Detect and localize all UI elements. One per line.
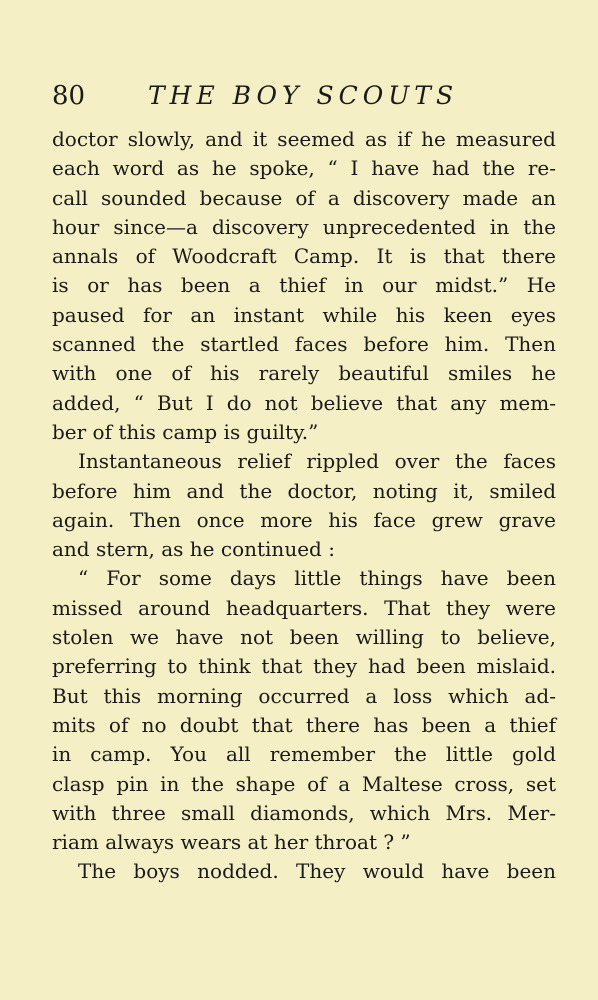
text-line: call sounded because of a discovery made an <box>52 185 556 210</box>
text-line: But this morning occurred a loss which ad- <box>52 683 556 708</box>
text-line: annals of Woodcraft Camp. It is that there <box>52 244 556 269</box>
text-line: riam always wears at her throat ? ” <box>52 830 411 855</box>
text-line: clasp pin in the shape of a Maltese cross, set <box>52 771 556 796</box>
page-header <box>52 78 552 114</box>
text-line: is or has been a thief in our midst.” He <box>52 273 556 298</box>
text-line: and stern, as he continued : <box>52 537 335 562</box>
text-line: in camp. You all remember the little gold <box>52 742 556 767</box>
text-line: ber of this camp is guilty.” <box>52 419 319 444</box>
paragraph-start-line: “ For some days little things have been <box>78 566 556 591</box>
text-line: with one of his rarely beautiful smiles he <box>52 361 556 386</box>
text-line: preferring to think that they had been mislaid. <box>52 654 556 679</box>
text-line: added, “ But I do not believe that any mem- <box>52 390 556 415</box>
text-line: hour since—a discovery unprecedented in the <box>52 214 556 239</box>
text-line: before him and the doctor, noting it, smiled <box>52 478 556 503</box>
paragraph-start-line: Instantaneous relief rippled over the faces <box>78 449 556 474</box>
text-line: each word as he spoke, “ I have had the re- <box>52 156 556 181</box>
text-line: paused for an instant while his keen eyes <box>52 302 556 327</box>
page-number: 80 <box>52 81 86 111</box>
body-text <box>52 125 556 887</box>
running-head: THE BOY SCOUTS <box>148 81 459 110</box>
text-line: missed around headquarters. That they were <box>52 595 556 620</box>
text-line: with three small diamonds, which Mrs. Mer- <box>52 800 556 825</box>
text-line: again. Then once more his face grew grave <box>52 507 556 532</box>
text-line: mits of no doubt that there has been a thief <box>52 712 556 737</box>
paragraph-start-line: The boys nodded. They would have been <box>78 859 556 884</box>
text-line: scanned the startled faces before him. Then <box>52 332 556 357</box>
text-line: doctor slowly, and it seemed as if he measured <box>52 127 556 151</box>
text-line: stolen we have not been willing to believe, <box>52 625 556 650</box>
